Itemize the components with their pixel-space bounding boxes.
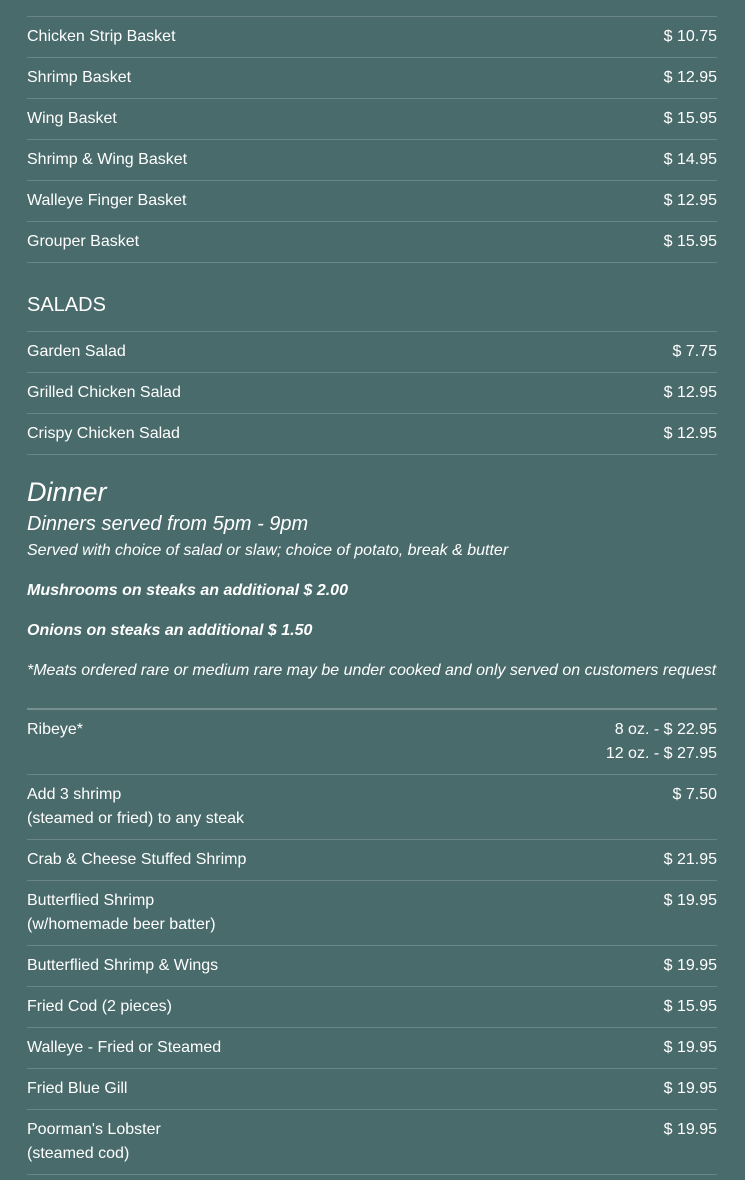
menu-item xyxy=(27,373,717,414)
menu-item-name: Fried Cod (2 pieces) xyxy=(27,998,172,1015)
mushrooms-note: Mushrooms on steaks an additional $ 2.00 xyxy=(27,582,348,599)
menu-page xyxy=(27,0,717,1175)
menu-item xyxy=(27,140,717,181)
menu-item xyxy=(27,987,717,1028)
menu-item xyxy=(27,840,717,881)
menu-item xyxy=(27,1069,717,1110)
menu-item-price: $ 19.95 xyxy=(663,1080,717,1097)
menu-item-price: $ 12.95 xyxy=(663,192,717,209)
menu-item xyxy=(27,17,717,58)
menu-item-name: Ribeye* xyxy=(27,721,84,738)
menu-item-name: Chicken Strip Basket xyxy=(27,28,176,45)
menu-item xyxy=(27,881,717,946)
menu-item-name: Walleye Finger Basket xyxy=(27,192,187,209)
menu-item-name: Shrimp & Wing Basket xyxy=(27,151,188,168)
menu-item-price: $ 15.95 xyxy=(663,110,717,127)
menu-item-name: Butterflied Shrimp (w/homemade beer batter) xyxy=(27,892,216,933)
menu-item xyxy=(27,775,717,840)
menu-item xyxy=(27,58,717,99)
menu-item-price: $ 7.50 xyxy=(672,786,717,803)
onions-note: Onions on steaks an additional $ 1.50 xyxy=(27,622,313,639)
menu-item xyxy=(27,181,717,222)
menu-item-name: Wing Basket xyxy=(27,110,117,127)
menu-item-price: $ 12.95 xyxy=(663,384,717,401)
menu-item xyxy=(27,332,717,373)
menu-item-name: Grilled Chicken Salad xyxy=(27,384,181,401)
section-heading-dinner: Dinner xyxy=(27,477,107,507)
menu-item xyxy=(27,1028,717,1069)
salads-list xyxy=(27,332,717,455)
salads-spacer xyxy=(27,263,717,293)
dinner-spacer xyxy=(27,455,717,477)
menu-item-name: Butterflied Shrimp & Wings xyxy=(27,957,219,974)
menu-item-price: $ 15.95 xyxy=(663,998,717,1015)
note-spacer-2 xyxy=(27,601,717,621)
menu-item-price: $ 7.75 xyxy=(672,343,717,360)
menu-item xyxy=(27,414,717,455)
salads-heading-spacer xyxy=(27,317,717,331)
note-spacer-3 xyxy=(27,641,717,661)
menu-item-price: $ 12.95 xyxy=(663,69,717,86)
menu-item-name: Garden Salad xyxy=(27,343,126,360)
menu-item-price: $ 19.95 xyxy=(663,1039,717,1056)
menu-item-name: Poorman's Lobster (steamed cod) xyxy=(27,1121,161,1162)
menu-item xyxy=(27,99,717,140)
baskets-list xyxy=(27,17,717,263)
menu-item-price: $ 12.95 xyxy=(663,425,717,442)
section-heading-salads: SALADS xyxy=(27,294,106,316)
served-with-note: Served with choice of salad or slaw; choice of potato, break & butter xyxy=(27,542,509,559)
note-spacer-1 xyxy=(27,561,717,581)
menu-item-name: Walleye - Fried or Steamed xyxy=(27,1039,222,1056)
top-spacer xyxy=(27,0,717,16)
note-spacer-4 xyxy=(27,681,717,708)
ribeye-price-8oz: 8 oz. - $ 22.95 xyxy=(614,721,717,738)
menu-item xyxy=(27,946,717,987)
dinner-list xyxy=(27,710,717,1175)
menu-item-price: $ 19.95 xyxy=(663,957,717,974)
menu-item-name: Grouper Basket xyxy=(27,233,140,250)
dinner-hours: Dinners served from 5pm - 9pm xyxy=(27,513,309,535)
menu-item-name: Crispy Chicken Salad xyxy=(27,425,180,442)
menu-item-price: $ 19.95 xyxy=(663,892,717,909)
menu-item-price xyxy=(606,718,717,766)
menu-item-price: $ 21.95 xyxy=(663,851,717,868)
menu-item-name: Add 3 shrimp (steamed or fried) to any steak xyxy=(27,786,244,827)
menu-item-ribeye xyxy=(27,710,717,775)
ribeye-price-12oz: 12 oz. - $ 27.95 xyxy=(605,745,717,762)
meats-note: *Meats ordered rare or medium rare may be under cooked and only served on customers request xyxy=(27,662,717,679)
menu-item-price: $ 14.95 xyxy=(663,151,717,168)
menu-item xyxy=(27,1110,717,1175)
menu-item-name: Shrimp Basket xyxy=(27,69,132,86)
menu-item-price: $ 15.95 xyxy=(663,233,717,250)
menu-item-price: $ 19.95 xyxy=(663,1121,717,1138)
menu-item-name: Crab & Cheese Stuffed Shrimp xyxy=(27,851,247,868)
menu-item-price: $ 10.75 xyxy=(663,28,717,45)
menu-item xyxy=(27,222,717,263)
menu-item-name: Fried Blue Gill xyxy=(27,1080,128,1097)
